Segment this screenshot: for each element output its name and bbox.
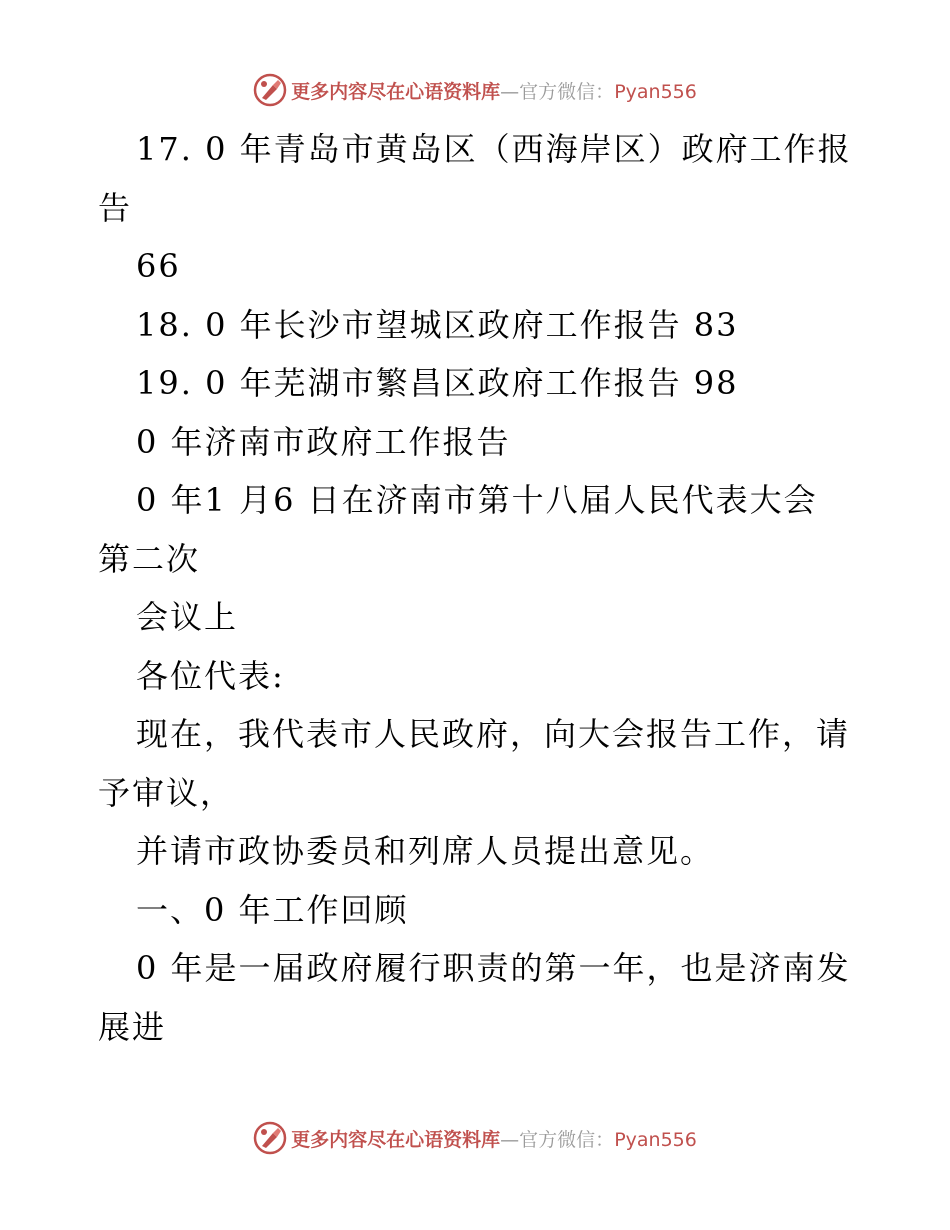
banner-wechat-label: 官方微信： — [519, 1128, 615, 1151]
banner-text — [291, 1125, 697, 1152]
banner-slogan: 更多内容尽在心语资料库 — [291, 80, 501, 103]
banner-wechat-id: Pyan556 — [614, 1128, 697, 1151]
banner-slogan: 更多内容尽在心语资料库 — [291, 1128, 501, 1151]
pen-nib-logo-icon — [253, 73, 287, 107]
text-line: 告 — [98, 188, 133, 227]
text-line: 予审议， — [98, 773, 235, 812]
text-line: 19. 0 年芜湖市繁昌区政府工作报告 98 — [136, 364, 739, 402]
banner-dash: — — [500, 1128, 520, 1151]
text-line: 0 年是一届政府履行职责的第一年，也是济南发 — [136, 949, 851, 987]
text-line: 并请市政协委员和列席人员提出意见。 — [136, 832, 715, 870]
text-line: 66 — [136, 247, 181, 285]
banner-wechat-label: 官方微信： — [519, 80, 615, 103]
header-banner — [0, 70, 950, 110]
banner-dash: — — [500, 80, 520, 103]
text-line: 0 年济南市政府工作报告 — [136, 422, 511, 461]
text-line: 一、0 年工作回顾 — [136, 890, 409, 929]
text-line: 会议上 — [136, 598, 239, 636]
document-body — [98, 120, 858, 1056]
pen-nib-logo-icon — [253, 1121, 287, 1155]
text-line: 现在，我代表市人民政府，向大会报告工作，请 — [136, 715, 851, 753]
banner-text — [291, 77, 697, 104]
text-line: 0 年1 月6 日在济南市第十八届人民代表大会 — [136, 481, 818, 519]
text-line: 展进 — [98, 1007, 167, 1046]
banner-wechat-id: Pyan556 — [614, 80, 697, 103]
text-line: 各位代表: — [136, 656, 285, 695]
text-line: 第二次 — [98, 539, 201, 578]
footer-banner — [0, 1118, 950, 1158]
text-line: 17. 0 年青岛市黄岛区（西海岸区）政府工作报 — [136, 130, 852, 168]
text-line: 18. 0 年长沙市望城区政府工作报告 83 — [136, 305, 739, 344]
